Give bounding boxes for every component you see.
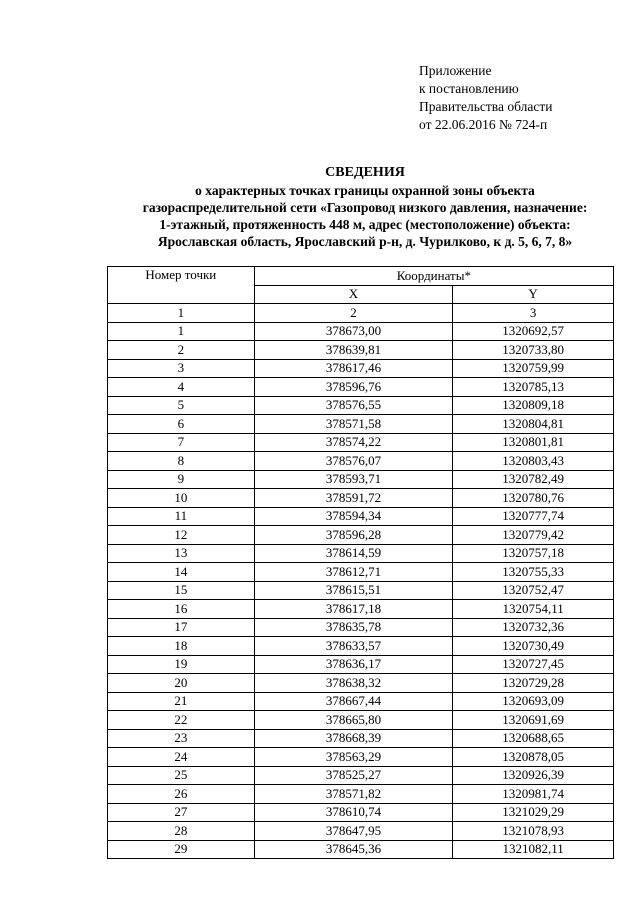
table-row xyxy=(108,674,614,693)
point-number-cell: 15 xyxy=(108,581,255,600)
table-row xyxy=(108,618,614,637)
y-coordinate-cell: 1320804,81 xyxy=(453,415,614,434)
point-number-cell: 4 xyxy=(108,378,255,397)
table-row xyxy=(108,526,614,545)
y-coordinate-cell: 1320777,74 xyxy=(453,507,614,526)
point-number-cell: 9 xyxy=(108,470,255,489)
x-coordinate-cell: 378617,18 xyxy=(254,600,453,619)
x-coordinate-cell: 378574,22 xyxy=(254,433,453,452)
point-number-cell: 14 xyxy=(108,563,255,582)
table-row xyxy=(108,507,614,526)
point-number-cell: 26 xyxy=(108,785,255,804)
y-coordinate-cell: 1320801,81 xyxy=(453,433,614,452)
table-row xyxy=(108,729,614,748)
x-coordinate-cell: 378645,36 xyxy=(254,840,453,859)
point-number-cell: 25 xyxy=(108,766,255,785)
y-coordinate-cell: 1320780,76 xyxy=(453,489,614,508)
point-number-cell: 29 xyxy=(108,840,255,859)
x-coordinate-cell: 378612,71 xyxy=(254,563,453,582)
point-number-cell: 5 xyxy=(108,396,255,415)
document-title xyxy=(90,164,640,250)
point-number-cell: 13 xyxy=(108,544,255,563)
x-coordinate-cell: 378668,39 xyxy=(254,729,453,748)
title-line: 1-этажный, протяженность 448 м, адрес (местоположение) объекта: xyxy=(159,217,571,232)
header-point-number: Номер точки xyxy=(108,267,255,304)
x-coordinate-cell: 378525,27 xyxy=(254,766,453,785)
point-number-cell: 12 xyxy=(108,526,255,545)
x-coordinate-cell: 378591,72 xyxy=(254,489,453,508)
y-coordinate-cell: 1320730,49 xyxy=(453,637,614,656)
x-coordinate-cell: 378614,59 xyxy=(254,544,453,563)
column-number: 1 xyxy=(108,304,255,323)
point-number-cell: 24 xyxy=(108,748,255,767)
x-coordinate-cell: 378571,82 xyxy=(254,785,453,804)
x-coordinate-cell: 378571,58 xyxy=(254,415,453,434)
x-coordinate-cell: 378596,76 xyxy=(254,378,453,397)
table-row xyxy=(108,433,614,452)
table-row xyxy=(108,711,614,730)
y-coordinate-cell: 1320926,39 xyxy=(453,766,614,785)
table-row xyxy=(108,766,614,785)
y-coordinate-cell: 1320782,49 xyxy=(453,470,614,489)
point-number-cell: 7 xyxy=(108,433,255,452)
appendix-block xyxy=(419,62,552,134)
y-coordinate-cell: 1320733,80 xyxy=(453,341,614,360)
table-row xyxy=(108,563,614,582)
table-row xyxy=(108,637,614,656)
y-coordinate-cell: 1320809,18 xyxy=(453,396,614,415)
table-row xyxy=(108,748,614,767)
x-coordinate-cell: 378667,44 xyxy=(254,692,453,711)
point-number-cell: 6 xyxy=(108,415,255,434)
header-coordinates: Координаты* xyxy=(254,267,613,286)
point-number-cell: 18 xyxy=(108,637,255,656)
table-row xyxy=(108,785,614,804)
table-row xyxy=(108,341,614,360)
y-coordinate-cell: 1320981,74 xyxy=(453,785,614,804)
point-number-cell: 10 xyxy=(108,489,255,508)
x-coordinate-cell: 378647,95 xyxy=(254,822,453,841)
y-coordinate-cell: 1321082,11 xyxy=(453,840,614,859)
table-row xyxy=(108,489,614,508)
title-line: Ярославская область, Ярославский р-н, д. Чурилково, к д. 5, 6, 7, 8» xyxy=(157,234,573,249)
point-number-cell: 20 xyxy=(108,674,255,693)
x-coordinate-cell: 378610,74 xyxy=(254,803,453,822)
title-line: о характерных точках границы охранной зоны объекта xyxy=(195,183,535,198)
table-row xyxy=(108,378,614,397)
point-number-cell: 21 xyxy=(108,692,255,711)
y-coordinate-cell: 1320757,18 xyxy=(453,544,614,563)
x-coordinate-cell: 378633,57 xyxy=(254,637,453,656)
y-coordinate-cell: 1320691,69 xyxy=(453,711,614,730)
point-number-cell: 17 xyxy=(108,618,255,637)
y-coordinate-cell: 1320727,45 xyxy=(453,655,614,674)
appendix-line: Приложение xyxy=(419,63,492,78)
table-row xyxy=(108,396,614,415)
table-row xyxy=(108,470,614,489)
table-row xyxy=(108,322,614,341)
point-number-cell: 27 xyxy=(108,803,255,822)
y-coordinate-cell: 1320732,36 xyxy=(453,618,614,637)
x-coordinate-cell: 378635,78 xyxy=(254,618,453,637)
table-row xyxy=(108,415,614,434)
table-row xyxy=(108,600,614,619)
y-coordinate-cell: 1321078,93 xyxy=(453,822,614,841)
x-coordinate-cell: 378576,07 xyxy=(254,452,453,471)
x-coordinate-cell: 378594,34 xyxy=(254,507,453,526)
table-row xyxy=(108,544,614,563)
table-body xyxy=(108,322,614,859)
point-number-cell: 22 xyxy=(108,711,255,730)
y-coordinate-cell: 1320752,47 xyxy=(453,581,614,600)
y-coordinate-cell: 1320878,05 xyxy=(453,748,614,767)
point-number-cell: 2 xyxy=(108,341,255,360)
x-coordinate-cell: 378615,51 xyxy=(254,581,453,600)
point-number-cell: 11 xyxy=(108,507,255,526)
table-row xyxy=(108,822,614,841)
y-coordinate-cell: 1320729,28 xyxy=(453,674,614,693)
y-coordinate-cell: 1320692,57 xyxy=(453,322,614,341)
x-coordinate-cell: 378563,29 xyxy=(254,748,453,767)
table-row xyxy=(108,655,614,674)
header-x: X xyxy=(254,285,453,304)
y-coordinate-cell: 1320803,43 xyxy=(453,452,614,471)
header-y: Y xyxy=(453,285,614,304)
point-number-cell: 8 xyxy=(108,452,255,471)
point-number-cell: 1 xyxy=(108,322,255,341)
y-coordinate-cell: 1320779,42 xyxy=(453,526,614,545)
column-number: 2 xyxy=(254,304,453,323)
appendix-line: Правительства области xyxy=(419,99,553,114)
x-coordinate-cell: 378638,32 xyxy=(254,674,453,693)
x-coordinate-cell: 378617,46 xyxy=(254,359,453,378)
point-number-cell: 23 xyxy=(108,729,255,748)
appendix-line: от 22.06.2016 № 724-п xyxy=(419,117,548,132)
table-row xyxy=(108,359,614,378)
table-row xyxy=(108,452,614,471)
point-number-cell: 16 xyxy=(108,600,255,619)
y-coordinate-cell: 1320754,11 xyxy=(453,600,614,619)
x-coordinate-cell: 378639,81 xyxy=(254,341,453,360)
y-coordinate-cell: 1321029,29 xyxy=(453,803,614,822)
table-row xyxy=(108,692,614,711)
table-row xyxy=(108,840,614,859)
title-heading: СВЕДЕНИЯ xyxy=(325,165,405,180)
x-coordinate-cell: 378673,00 xyxy=(254,322,453,341)
x-coordinate-cell: 378596,28 xyxy=(254,526,453,545)
y-coordinate-cell: 1320693,09 xyxy=(453,692,614,711)
x-coordinate-cell: 378593,71 xyxy=(254,470,453,489)
x-coordinate-cell: 378576,55 xyxy=(254,396,453,415)
y-coordinate-cell: 1320688,65 xyxy=(453,729,614,748)
table-row xyxy=(108,581,614,600)
x-coordinate-cell: 378636,17 xyxy=(254,655,453,674)
point-number-cell: 28 xyxy=(108,822,255,841)
y-coordinate-cell: 1320759,99 xyxy=(453,359,614,378)
coordinates-table xyxy=(107,266,614,859)
title-line: газораспределительной сети «Газопровод низкого давления, назначение: xyxy=(142,200,588,215)
point-number-cell: 3 xyxy=(108,359,255,378)
y-coordinate-cell: 1320785,13 xyxy=(453,378,614,397)
y-coordinate-cell: 1320755,33 xyxy=(453,563,614,582)
column-number: 3 xyxy=(453,304,614,323)
point-number-cell: 19 xyxy=(108,655,255,674)
table-row xyxy=(108,803,614,822)
appendix-line: к постановлению xyxy=(419,81,519,96)
x-coordinate-cell: 378665,80 xyxy=(254,711,453,730)
